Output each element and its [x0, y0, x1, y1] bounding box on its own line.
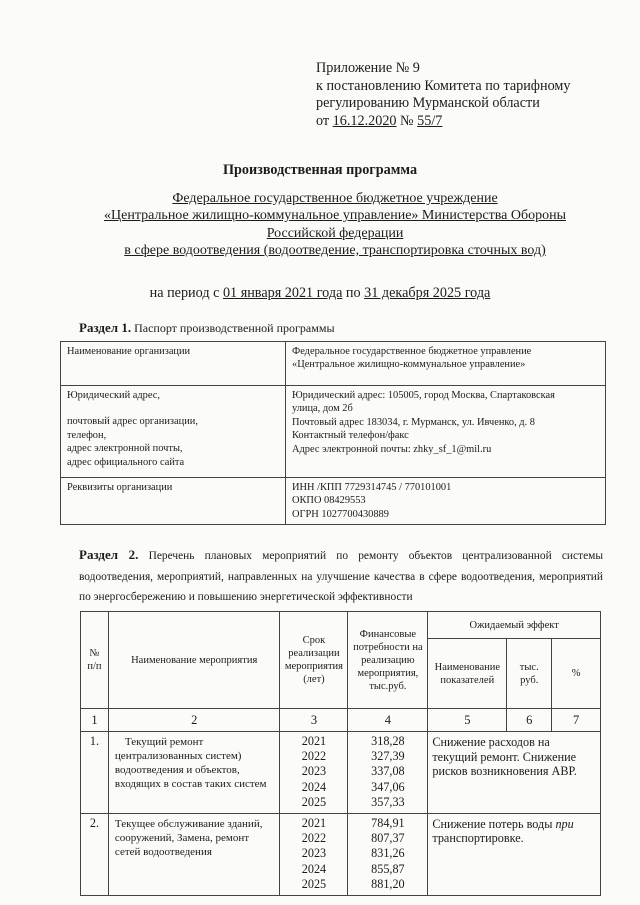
period-prefix: на период с — [149, 285, 220, 301]
passport-cell-value: ИНН /КПП 7729314745 / 770101001 ОКПО 08429553 ОГРН 1027700430889 — [286, 478, 606, 525]
org-line1: Федеральное государственное бюджетное учреждение — [172, 191, 498, 206]
header-name: Наименование мероприятия — [108, 612, 280, 709]
passport-cell-label: Реквизиты организации — [61, 478, 286, 525]
row-effect: Снижение расходов на текущий ремонт. Снижение рисков возникновения АВР. — [428, 732, 601, 814]
appendix-number: 55/7 — [417, 112, 443, 129]
section1-heading — [79, 320, 335, 336]
period-to: 31 декабря 2025 года — [364, 285, 491, 301]
passport-cell-label: Наименование организации — [61, 342, 286, 386]
passport-cell-value: Юридический адрес: 105005, город Москва, Спартаковская улица, дом 2б Почтовый адрес 183034, г. Мурманск, ул. Ивченко, д. 8 Контактный телефон/факс Адрес электронной почты: zhky_sf_1@mil.ru — [286, 386, 606, 478]
header-pct: % — [552, 639, 601, 709]
colnum: 6 — [507, 709, 552, 732]
row-num: 1. — [81, 732, 109, 814]
page-title: Производственная программа — [222, 162, 418, 178]
appendix-line4 — [316, 113, 571, 131]
org-line2: «Центральное жилищно-коммунальное управление» Министерства Обороны — [104, 208, 566, 224]
colnum: 2 — [108, 709, 280, 732]
period-line — [0, 285, 640, 302]
section2-heading — [79, 545, 603, 608]
org-line3: Российской федерации — [266, 225, 404, 241]
section2-label: Раздел 2. — [79, 547, 139, 562]
colnum: 1 — [81, 709, 109, 732]
passport-row — [61, 386, 606, 478]
passport-row — [61, 342, 606, 386]
header-rub: тыс. руб. — [507, 639, 552, 709]
period-from: 01 января 2021 года — [222, 285, 343, 301]
section1-label: Раздел 1. — [79, 320, 132, 335]
table-row — [81, 813, 601, 895]
measures-table — [80, 611, 601, 896]
column-number-row — [81, 709, 601, 732]
passport-table — [60, 341, 606, 525]
table-row — [81, 732, 601, 814]
row-name: Текущий ремонт централизованных систем) водоотведения и объектов, входящих в состав таких систем — [108, 732, 280, 814]
row-effect: Снижение потерь воды при транспортировке. — [428, 813, 601, 895]
colnum: 5 — [428, 709, 507, 732]
appendix-prefix: от — [316, 112, 330, 129]
row-years: 2021 2022 2023 2024 2025 — [280, 813, 348, 895]
appendix-block — [316, 60, 571, 130]
passport-row — [61, 478, 606, 525]
header-term: Срок реализации мероприятия (лет) — [280, 612, 348, 709]
passport-cell-label: Юридический адрес, почтовый адрес организации, телефон, адрес электронной почты, адрес официального сайта — [61, 386, 286, 478]
row-name: Текущее обслуживание зданий, сооружений, Замена, ремонт сетей водоотведения — [108, 813, 280, 895]
header-finance: Финансовые потребности на реализацию мероприятия, тыс.руб. — [348, 612, 428, 709]
appendix-date: 16.12.2020 — [332, 112, 397, 129]
colnum: 4 — [348, 709, 428, 732]
row-values: 318,28 327,39 337,08 347,06 357,33 — [348, 732, 428, 814]
passport-cell-value: Федеральное государственное бюджетное управление «Центральное жилищно-коммунальное управление» — [286, 342, 606, 386]
appendix-line1: Приложение № 9 — [316, 60, 420, 76]
org-line4: в сфере водоотведения (водоотведение, транспортировка сточных вод) — [124, 242, 546, 258]
section1-text: Паспорт производственной программы — [134, 321, 335, 335]
header-num: № п/п — [81, 612, 109, 709]
section2-text: Перечень плановых мероприятий по ремонту объектов централизованной системы водоотведения, мероприятий, направленных на улучшение качества в сфере водоотведения, мероприятий по энергосбережению и повышению энергетической эффективности — [79, 550, 603, 603]
appendix-line2: к постановлению Комитета по тарифному — [316, 77, 571, 94]
row-years: 2021 2022 2023 2024 2025 — [280, 732, 348, 814]
organization-block — [70, 190, 600, 259]
colnum: 7 — [552, 709, 601, 732]
period-mid: по — [345, 285, 361, 301]
header-row — [81, 612, 601, 639]
row-num: 2. — [81, 813, 109, 895]
appendix-no-sign: № — [400, 112, 414, 129]
header-indicator: Наименование показателей — [428, 639, 507, 709]
colnum: 3 — [280, 709, 348, 732]
row-values: 784,91 807,37 831,26 855,87 881,20 — [348, 813, 428, 895]
header-effect: Ожидаемый эффект — [428, 612, 601, 639]
appendix-line3: регулированию Мурманской области — [316, 95, 540, 112]
